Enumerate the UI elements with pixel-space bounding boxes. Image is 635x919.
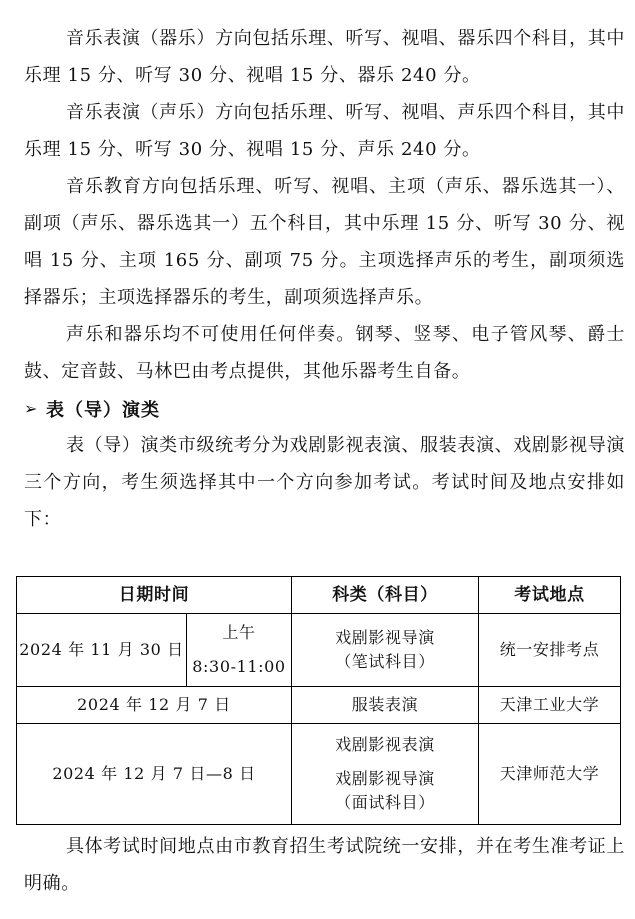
cell-location: 统一安排考点 <box>479 614 621 687</box>
paragraph-performance-intro: 表（导）演类市级统考分为戏剧影视表演、服装表演、戏剧影视导演三个方向，考生须选择其中一个方向参加考试。考试时间及地点安排如下： <box>24 435 625 530</box>
paragraph-vocal: 音乐表演（声乐）方向包括乐理、听写、视唱、声乐四个科目，其中乐理 15 分、听写 30 分、视唱 15 分、声乐 240 分。 <box>24 102 625 160</box>
table-row <box>17 687 621 724</box>
arrow-bullet-icon: ➢ <box>24 399 39 418</box>
header-datetime: 日期时间 <box>17 577 292 614</box>
paragraph-instrumental: 音乐表演（器乐）方向包括乐理、听写、视唱、器乐四个科目，其中乐理 15 分、听写 30 分、视唱 15 分、器乐 240 分。 <box>24 28 625 86</box>
cell-time <box>187 614 292 687</box>
paragraph-accompaniment: 声乐和器乐均不可使用任何伴奏。钢琴、竖琴、电子管风琴、爵士鼓、定音鼓、马林巴由考点提供，其他乐器考生自备。 <box>24 324 625 382</box>
cell-date: 2024 年 12 月 7 日 <box>17 687 292 724</box>
cell-date: 2024 年 11 月 30 日 <box>17 614 187 687</box>
subject-note: （笔试科目） <box>335 652 435 671</box>
exam-schedule-table <box>16 576 621 825</box>
cell-location: 天津师范大学 <box>479 724 621 825</box>
closing-section <box>0 828 635 902</box>
cell-subject <box>292 614 479 687</box>
time-period: 上午 <box>222 623 256 642</box>
table-header-row <box>17 577 621 614</box>
table-row <box>17 614 621 687</box>
subject-name: 戏剧影视导演 <box>335 769 435 788</box>
subject-name: 戏剧影视表演 <box>335 735 435 754</box>
header-subject: 科类（科目） <box>292 577 479 614</box>
time-range: 8:30-11:00 <box>192 657 286 676</box>
cell-subject <box>292 724 479 825</box>
paragraph-music-education: 音乐教育方向包括乐理、听写、视唱、主项（声乐、器乐选其一）、副项（声乐、器乐选其一）五个科目，其中乐理 15 分、听写 30 分、视唱 15 分、主项 165 分、副项 75 分。主项选择声乐的考生，副项须选择器乐；主项选择器乐的考生，副项须选择声乐。 <box>24 176 625 308</box>
section-heading <box>0 390 635 427</box>
header-location: 考试地点 <box>479 577 621 614</box>
cell-location: 天津工业大学 <box>479 687 621 724</box>
section-title: 表（导）演类 <box>46 399 160 421</box>
cell-date: 2024 年 12 月 7 日—8 日 <box>17 724 292 825</box>
subject-note: （面试科目） <box>335 793 435 812</box>
subject-name: 戏剧影视导演 <box>335 628 435 647</box>
table-row <box>17 724 621 825</box>
cell-subject: 服装表演 <box>292 687 479 724</box>
paragraph-closing: 具体考试时间地点由市教育招生考试院统一安排，并在考生准考证上明确。 <box>24 836 625 894</box>
